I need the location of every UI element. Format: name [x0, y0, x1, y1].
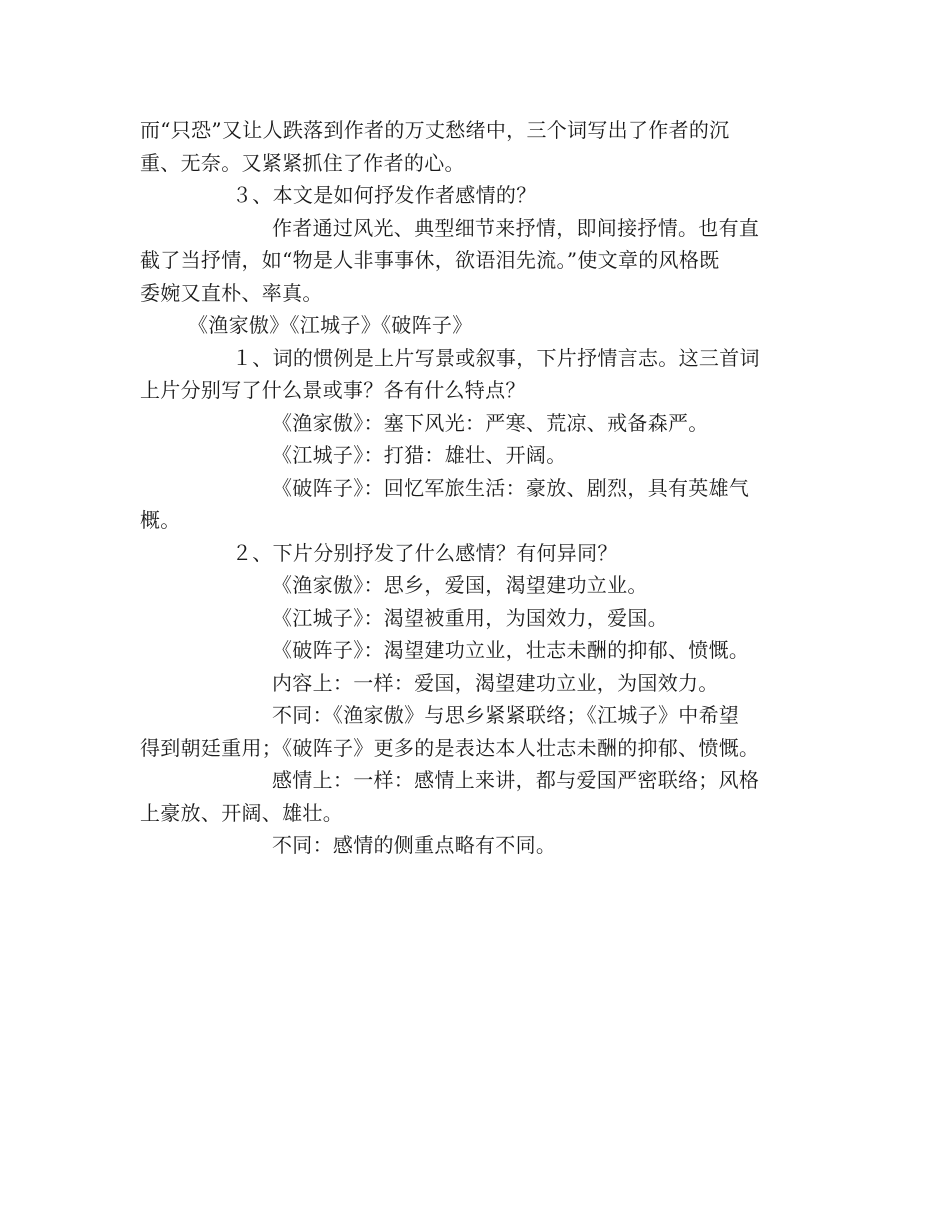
paragraph-line: 上片分别写了什么景或事？各有什么特点？	[140, 378, 526, 402]
paragraph-line: 作者通过风光、典型细节来抒情，即间接抒情。也有直	[272, 215, 760, 240]
paragraph-line: 委婉又直朴、率真。	[140, 280, 323, 305]
answer-line: 《江城子》：渴望被重用，为国效力，爱国。	[272, 605, 668, 630]
paragraph-line: 上豪放、开阔、雄壮。	[140, 800, 343, 825]
answer-line: 内容上：一样：爱国，渴望建功立业，为国效力。	[272, 670, 719, 695]
answer-line: 《江城子》：打猎：雄壮、开阔。	[272, 443, 567, 467]
paragraph-line: 而“只恐”又让人跌落到作者的万丈愁绪中，三个词写出了作者的沉	[140, 118, 730, 142]
question-heading: ３、本文是如何抒发作者感情的？	[232, 183, 537, 207]
document-body	[140, 114, 810, 862]
question-heading: ２、下片分别抒发了什么感情？有何异同？	[232, 540, 618, 565]
answer-line: 不同：感情的侧重点略有不同。	[272, 833, 557, 857]
answer-line: 感情上：一样：感情上来讲，都与爱国严密联络；风格	[272, 768, 760, 792]
answer-line: 《渔家傲》：塞下风光：严寒、荒凉、戒备森严。	[272, 410, 709, 435]
paragraph-line: 重、无奈。又紧紧抓住了作者的心。	[140, 150, 465, 175]
answer-line: 不同：《渔家傲》与思乡紧紧联络；《江城子》中希望	[272, 703, 740, 727]
answer-line: 《破阵子》：回忆军旅生活：豪放、剧烈，具有英雄气	[272, 475, 750, 500]
section-heading: 《渔家傲》《江城子》《破阵子》	[188, 313, 473, 337]
answer-line: 《渔家傲》：思乡，爱国，渴望建功立业。	[272, 573, 648, 597]
question-heading: １、词的惯例是上片写景或叙事，下片抒情言志。这三首词	[232, 345, 760, 370]
paragraph-line: 概。	[140, 508, 181, 532]
paragraph-line: 得到朝廷重用；《破阵子》更多的是表达本人壮志未酬的抑郁、愤慨。	[140, 735, 760, 760]
answer-line: 《破阵子》：渴望建功立业，壮志未酬的抑郁、愤慨。	[272, 638, 750, 662]
paragraph-line: 截了当抒情，如“物是人非事事休，欲语泪先流。”使文章的风格既	[140, 248, 720, 272]
